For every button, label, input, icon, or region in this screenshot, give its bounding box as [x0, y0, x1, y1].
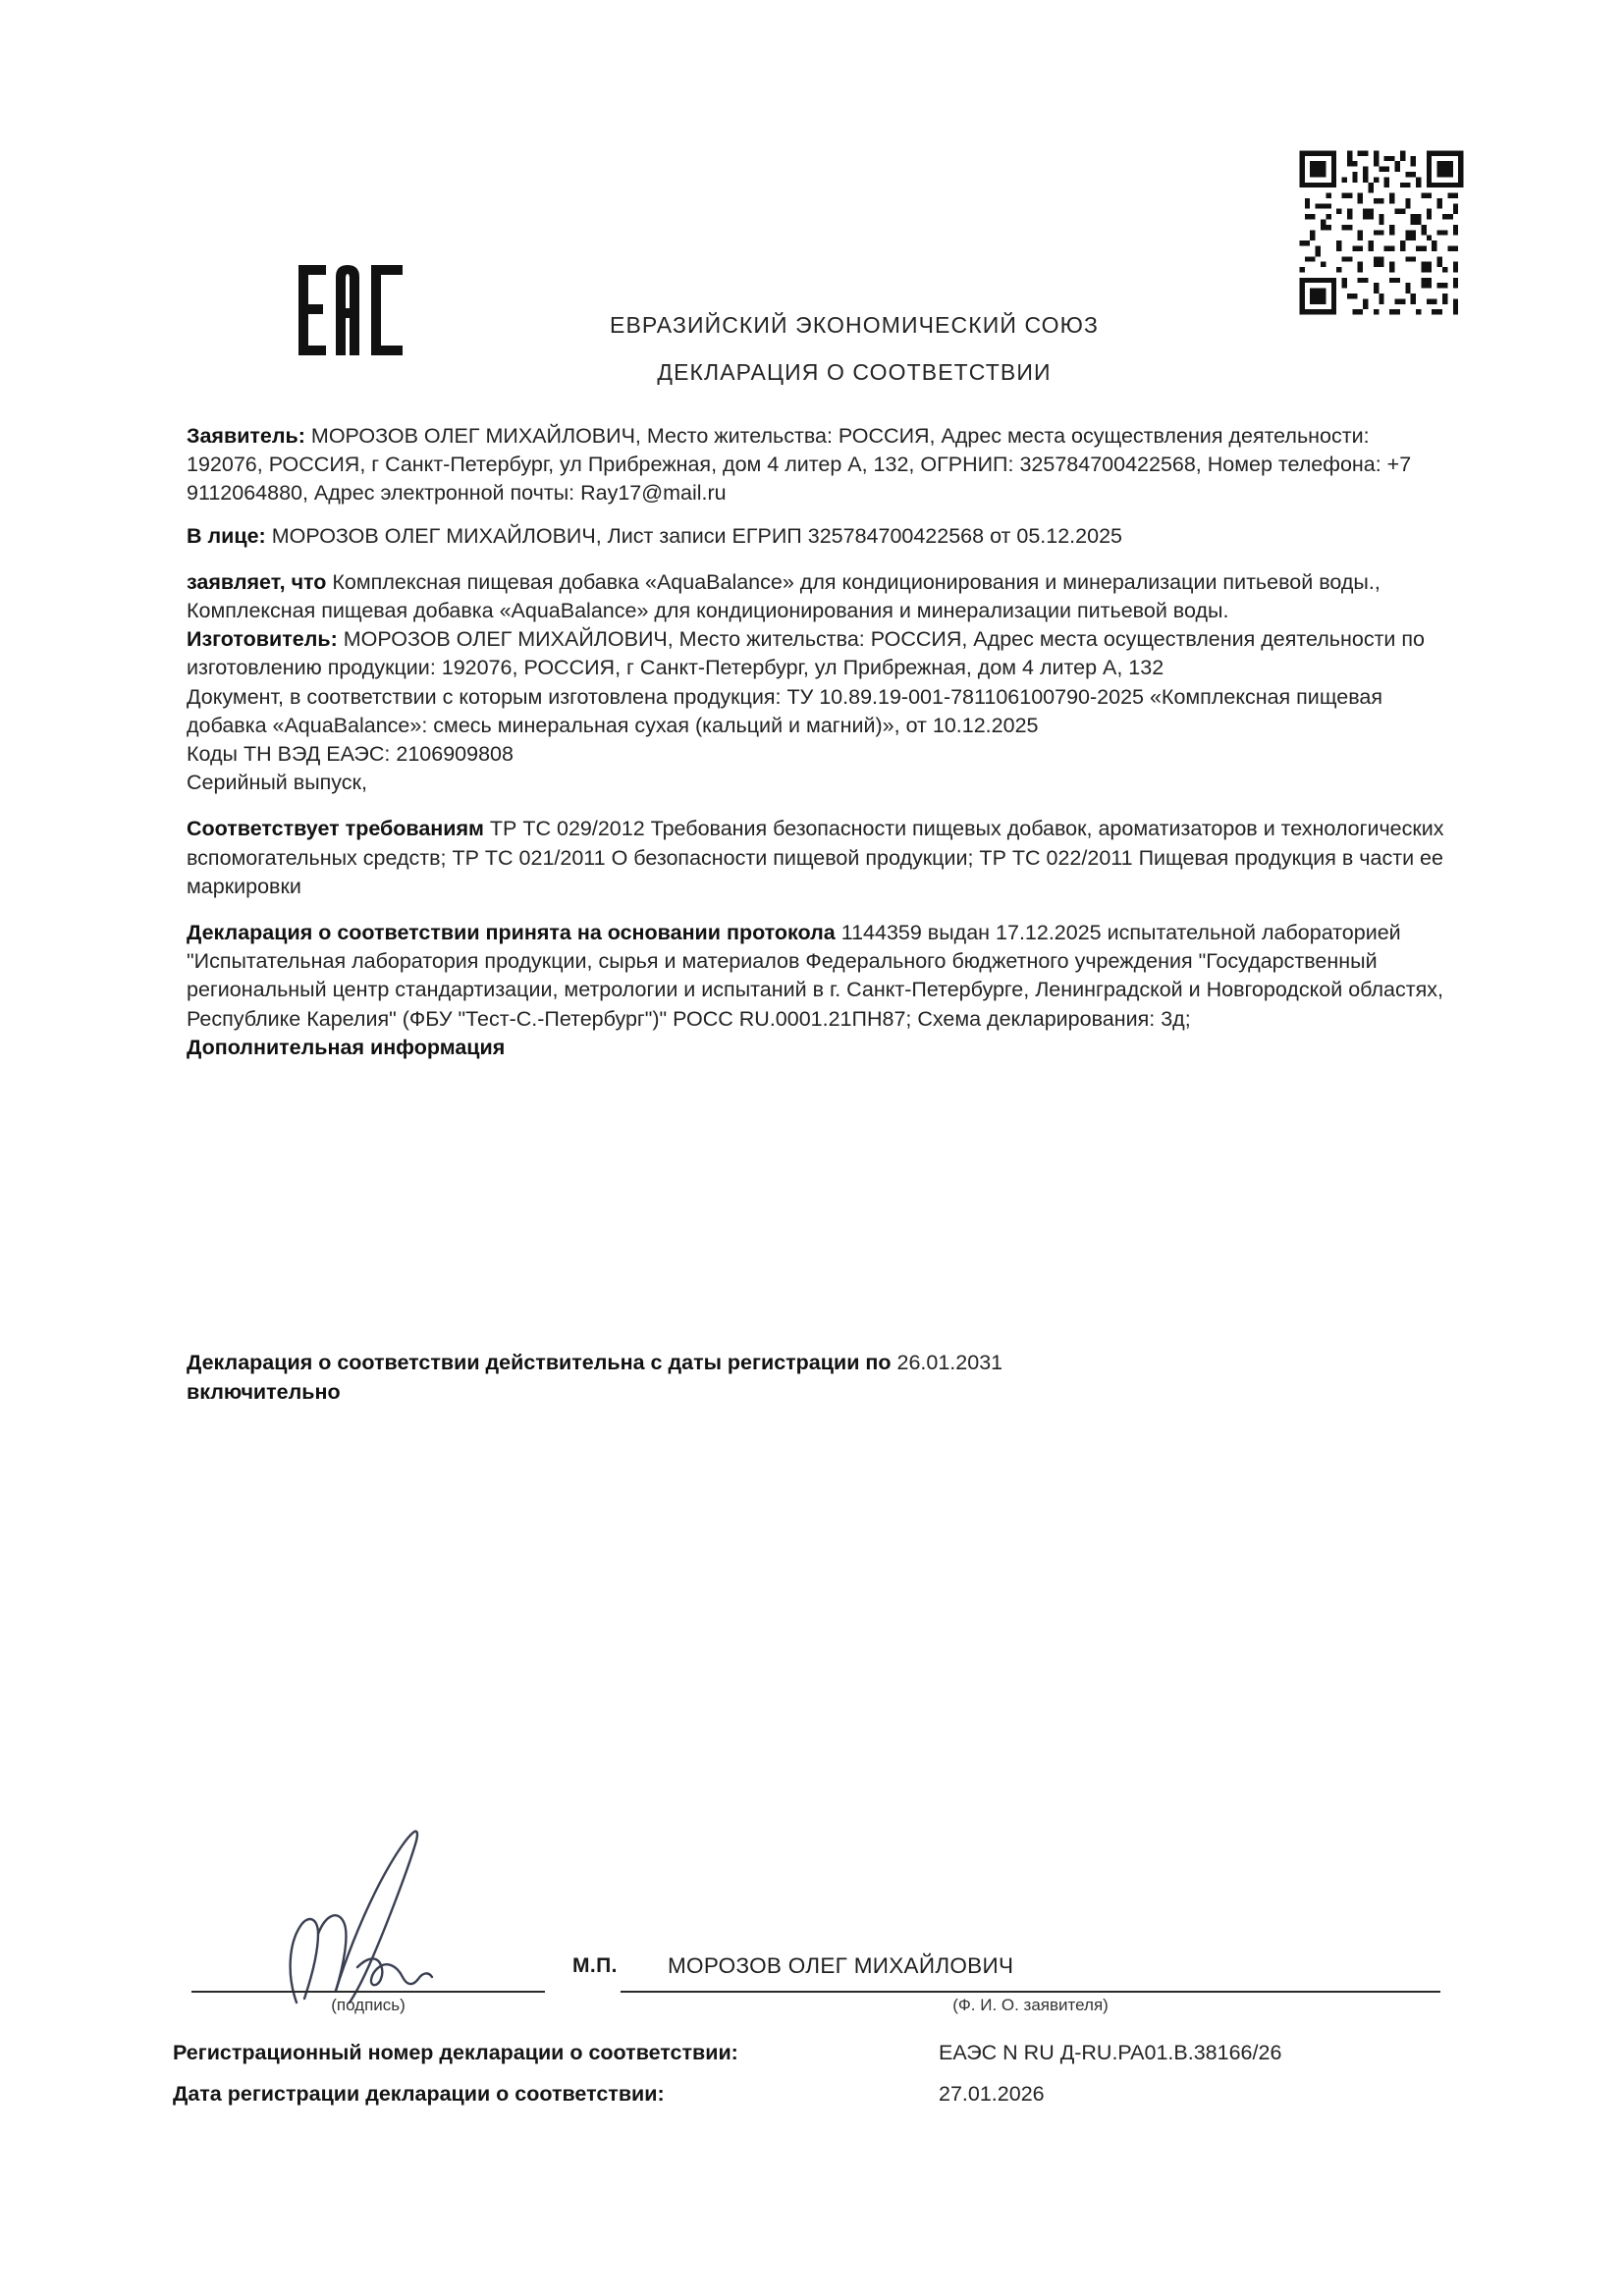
validity-paragraph	[187, 1349, 1445, 1407]
applicant-label: Заявитель:	[187, 424, 305, 448]
signer-caption: (Ф. И. О. заявителя)	[952, 1996, 1109, 2014]
validity-suffix: включительно	[187, 1379, 341, 1404]
union-title: ЕВРАЗИЙСКИЙ ЭКОНОМИЧЕСКИЙ СОЮЗ	[610, 312, 1099, 338]
document-basis-paragraph: Документ, в соответствии с которым изготовлена продукция: ТУ 10.89.19-001-781106100790-2025 «Комплексная пищевая добавка «AquaBalance»: смесь минеральная сухая (кальций и магний)», от 10.12.2025	[187, 684, 1383, 737]
signer-name: МОРОЗОВ ОЛЕГ МИХАЙЛОВИЧ	[668, 1953, 1014, 1978]
table-row	[173, 2082, 1449, 2123]
tnved-codes-paragraph: Коды ТН ВЭД ЕАЭС: 2106909808	[187, 742, 514, 767]
applicant-text: МОРОЗОВ ОЛЕГ МИХАЙЛОВИЧ, Место жительства: РОССИЯ, Адрес места осуществления деятельности: 192076, РОССИЯ, г Санкт-Петербург, ул Прибрежная, дом 4 литер А, 132, ОГРНИП: 325784700422568, Номер телефона: +7 9112064880, Адрес электронной почты: Ray17@mail.ru	[187, 424, 1412, 506]
basis-text: 1144359 выдан 17.12.2025 испытательной лабораторией "Испытательная лаборатория продукции, сырья и материалов Федерального бюджетного учреждения "Государственный региональный центр стандартизации, метрологии и испытаний в г. Санкт-Петербурге, Ленинградской и Новгородской областях, Республике Карелия" (ФБУ "Тест-С.-Петербург")" РОСС RU.0001.21ПН87; Схема декларирования: 3д;	[187, 921, 1443, 1031]
registration-date-label: Дата регистрации декларации о соответствии:	[173, 2082, 665, 2106]
table-row	[173, 2041, 1449, 2082]
qr-code-icon	[1294, 145, 1469, 320]
manufacturer-text: МОРОЗОВ ОЛЕГ МИХАЙЛОВИЧ, Место жительства: РОССИЯ, Адрес места осуществления деятельности по изготовлению продукции: 192076, РОССИЯ, г Санкт-Петербург, ул Прибрежная, дом 4 литер А, 132	[187, 627, 1425, 680]
stamp-place-label: М.П.	[572, 1954, 618, 1977]
eac-conformity-mark-icon	[293, 263, 408, 357]
document-header	[412, 312, 1296, 386]
production-type-paragraph: Серийный выпуск,	[187, 771, 367, 795]
handwritten-signature-icon	[275, 1828, 540, 2009]
registration-footer	[173, 2041, 1449, 2123]
signer-rule	[621, 1991, 1440, 1993]
page-title: ДЕКЛАРАЦИЯ О СООТВЕТСТВИИ	[657, 359, 1052, 385]
conformity-label: Соответствует требованиям	[187, 817, 484, 841]
registration-date-value: 27.01.2026	[939, 2082, 1045, 2106]
represented-by-text: МОРОЗОВ ОЛЕГ МИХАЙЛОВИЧ, Лист записи ЕГРИП 325784700422568 от 05.12.2025	[265, 523, 1122, 548]
applicant-paragraph	[187, 422, 1445, 508]
represented-by-label: В лице:	[187, 523, 266, 548]
declares-paragraph	[187, 568, 1445, 625]
basis-paragraph	[187, 919, 1445, 1034]
validity-date: 26.01.2031	[896, 1351, 1003, 1374]
conformity-paragraph	[187, 815, 1445, 901]
validity-prefix: Декларация о соответствии действительна с даты регистрации по	[187, 1351, 892, 1374]
signature-rule	[191, 1991, 545, 1993]
conformity-text: ТР ТС 029/2012 Требования безопасности пищевых добавок, ароматизаторов и технологических вспомогательных средств; ТР ТС 021/2011 О безопасности пищевой продукции; ТР ТС 022/2011 Пищевая продукция в части ее маркировки	[187, 817, 1444, 898]
declares-label: заявляет, что	[187, 569, 327, 594]
represented-by-paragraph	[187, 522, 1445, 551]
declares-text: Комплексная пищевая добавка «AquaBalance» для кондиционирования и минерализации питьевой воды., Комплексная пищевая добавка «AquaBalance» для кондиционирования и минерализации питьевой воды.	[187, 569, 1380, 623]
signature-caption: (подпись)	[331, 1996, 406, 2014]
registration-number-value: ЕАЭС N RU Д-RU.PA01.В.38166/26	[939, 2041, 1282, 2064]
registration-number-label: Регистрационный номер декларации о соответствии:	[173, 2041, 738, 2064]
manufacturer-paragraph	[187, 625, 1445, 682]
declaration-body	[187, 422, 1445, 1062]
additional-info-label: Дополнительная информация	[187, 1035, 506, 1059]
manufacturer-label: Изготовитель:	[187, 627, 338, 652]
basis-label: Декларация о соответствии принята на основании протокола	[187, 921, 836, 945]
